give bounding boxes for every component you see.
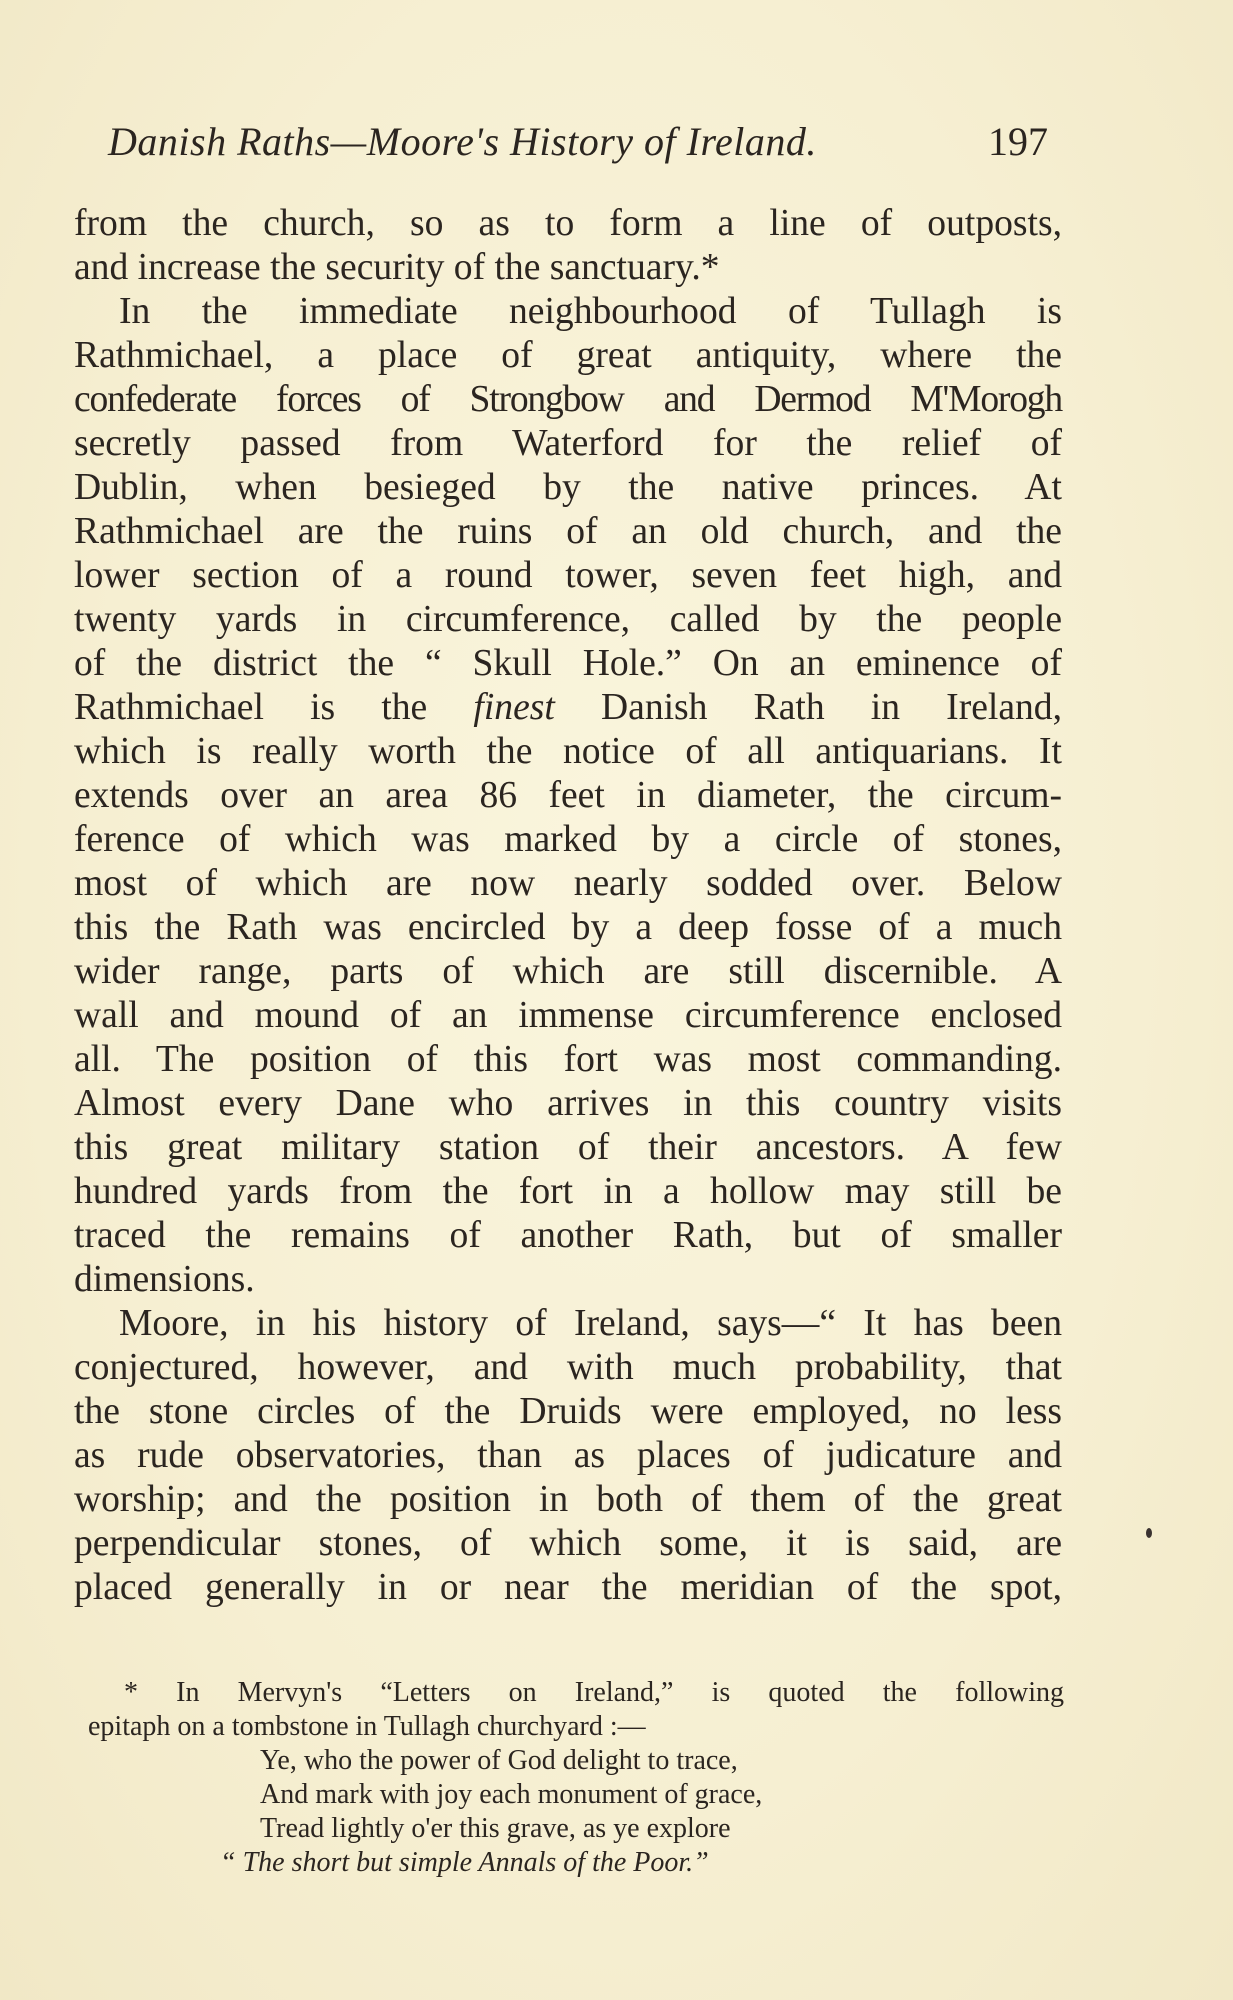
text-segment: Rathmichael is the — [74, 687, 428, 728]
text-line: placed generally in or near the meridian of the spot, — [74, 1567, 1062, 1608]
text-line: all. The position of this fort was most commanding. — [74, 1039, 1062, 1080]
text-line: the stone circles of the Druids were employed, no less — [74, 1391, 1062, 1432]
footnote-verse-line: Ye, who the power of God delight to trace, — [260, 1745, 738, 1776]
text-line: Almost every Dane who arrives in this country visits — [74, 1083, 1062, 1124]
footnote — [88, 1676, 1064, 1880]
text-line: twenty yards in circumference, called by the people — [74, 599, 1062, 640]
text-line: from the church, so as to form a line of outposts, — [74, 203, 1062, 244]
text-line-with-emphasis — [74, 686, 1062, 730]
text-line: which is really worth the notice of all antiquarians. It — [74, 731, 1062, 772]
emphasis-finest: finest — [473, 687, 555, 728]
text-line: conjectured, however, and with much probability, that — [74, 1347, 1062, 1388]
ink-speck — [1146, 1528, 1152, 1538]
footnote-verse-line: Tread lightly o'er this grave, as ye explore — [260, 1813, 731, 1844]
text-line: wider range, parts of which are still discernible. A — [74, 951, 1062, 992]
page-number: 197 — [988, 119, 1048, 164]
footnote-line: * In Mervyn's “Letters on Ireland,” is quoted the following — [124, 1677, 1064, 1708]
text-line: most of which are now nearly sodded over. Below — [74, 863, 1062, 904]
text-line: worship; and the position in both of them of the great — [74, 1479, 1062, 1520]
text-line: hundred yards from the fort in a hollow may still be — [74, 1171, 1062, 1212]
text-line: and increase the security of the sanctuary.* — [74, 247, 720, 288]
text-line: extends over an area 86 feet in diameter, the circum- — [74, 775, 1062, 816]
text-line: Dublin, when besieged by the native princes. At — [74, 467, 1062, 508]
text-line: this great military station of their ancestors. A few — [74, 1127, 1062, 1168]
text-line: lower section of a round tower, seven feet high, and — [74, 555, 1062, 596]
text-line: Rathmichael, a place of great antiquity, where the — [74, 335, 1062, 376]
text-line: confederate forces of Strongbow and Dermod M'Morogh — [74, 379, 1062, 420]
text-line: as rude observatories, than as places of judicature and — [74, 1435, 1062, 1476]
footnote-line: epitaph on a tombstone in Tullagh churchyard :— — [88, 1711, 646, 1742]
text-line: perpendicular stones, of which some, it is said, are — [74, 1523, 1062, 1564]
text-line: In the immediate neighbourhood of Tullagh is — [119, 291, 1062, 332]
text-line: traced the remains of another Rath, but of smaller — [74, 1215, 1062, 1256]
footnote-verse-line: “ The short but simple Annals of the Poor.” — [220, 1847, 709, 1878]
body-text — [74, 202, 1062, 1610]
text-line: wall and mound of an immense circumference enclosed — [74, 995, 1062, 1036]
text-segment: Danish Rath in Ireland, — [601, 687, 1062, 728]
running-head: Danish Raths—Moore's History of Ireland. — [108, 119, 817, 164]
text-line: of the district the “ Skull Hole.” On an eminence of — [74, 643, 1062, 684]
page-header — [108, 112, 1048, 172]
footnote-verse-line: And mark with joy each monument of grace, — [260, 1779, 763, 1810]
text-line: Rathmichael are the ruins of an old church, and the — [74, 511, 1062, 552]
text-line: dimensions. — [74, 1259, 255, 1300]
text-line: ference of which was marked by a circle of stones, — [74, 819, 1062, 860]
text-line: Moore, in his history of Ireland, says—“ It has been — [119, 1303, 1062, 1344]
text-line: secretly passed from Waterford for the relief of — [74, 423, 1062, 464]
text-line: this the Rath was encircled by a deep fosse of a much — [74, 907, 1062, 948]
